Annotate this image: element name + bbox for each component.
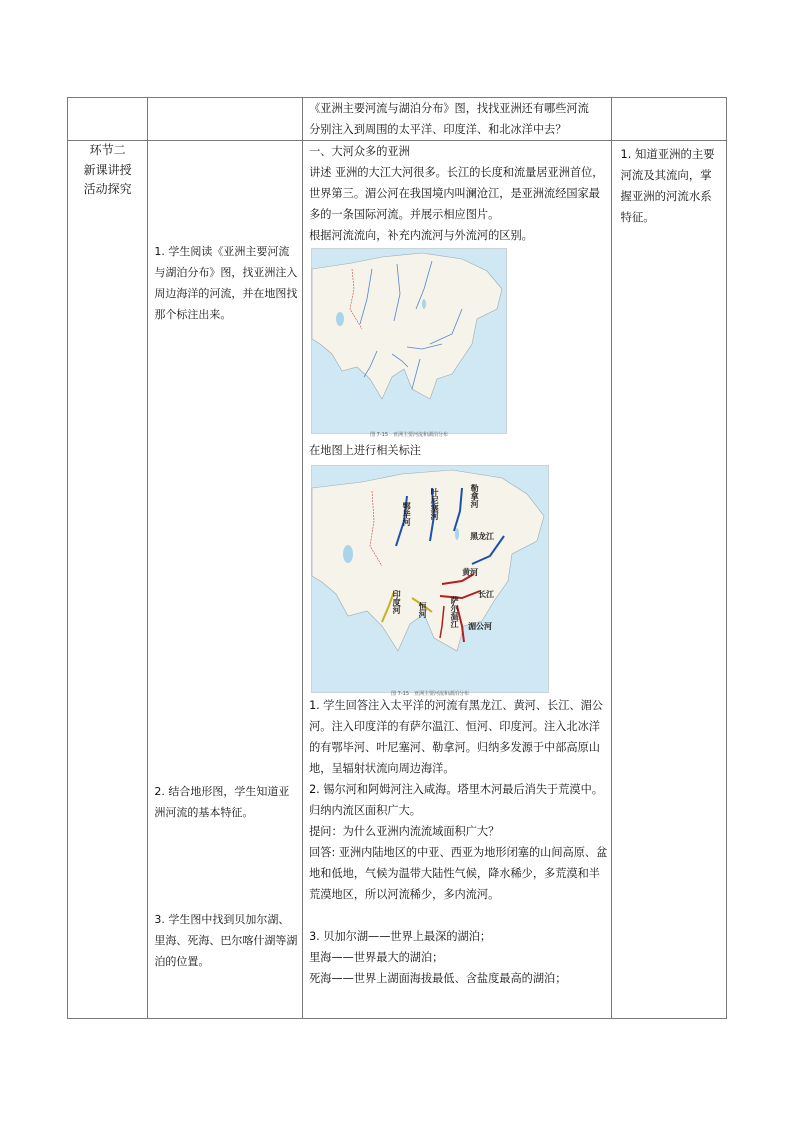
paragraph: 3. 贝加尔湖——世界上最深的湖泊； <box>309 930 492 943</box>
student-activity-1: 1. 学生阅读《亚洲主要河流与湖泊分布》图，找亚洲注入周边海洋的河流，并在地图找那个标注出来。 <box>154 245 298 321</box>
stage-line: 活动探究 <box>83 182 132 196</box>
paragraph: 2. 锡尔河和阿姆河注入咸海。塔里木河最后消失于荒漠中。归纳内流区面积广大。 <box>309 783 603 817</box>
label-mekong-river: 湄公河 <box>468 622 493 631</box>
question: 提问：为什么亚洲内流流域面积广大？ <box>309 825 500 838</box>
table-row <box>68 98 727 141</box>
label-huanghe-river: 黄河 <box>462 568 479 577</box>
paragraph: 死海——世界上湖面海拔最低、含盐度最高的湖泊； <box>309 972 567 985</box>
blank-line <box>309 905 607 926</box>
label-lena-river: 勒拿河 <box>470 484 480 508</box>
answer: 回答: 亚洲内陆地区的中亚、西亚为地形闭塞的山间高原、盆地和低地，气候为温带大陆性气候，降水稀少，多荒漠和半荒漠地区，所以河流稀少，多内流河。 <box>309 846 608 901</box>
label-ob-river: 鄂毕河 <box>402 502 412 526</box>
text-line: 《亚洲主要河流与湖泊分布》图，找找亚洲还有哪些河流 <box>309 102 589 115</box>
goal-cell-empty <box>612 98 727 141</box>
student-activity-2: 2. 结合地形图，学生知道亚洲河流的基本特征。 <box>154 785 290 819</box>
map-caption: 图 7-15 亚洲主要河流和湖泊分布 <box>391 691 470 697</box>
label-ganges-river: 恒河 <box>418 602 428 618</box>
label-yenisei-river: 叶尼塞河 <box>430 488 440 520</box>
table-row <box>68 141 727 1019</box>
paragraph: 1. 学生回答注入太平洋的河流有黑龙江、黄河、长江、湄公河。注入印度洋的有萨尔温江、恒河、印度河。注入北冰洋的有鄂毕河、叶尼塞河、勒拿河。归纳多发源于中部高原山地，呈辐射状流向周边海洋。 <box>309 699 603 775</box>
label-changjiang-river: 长江 <box>478 590 495 599</box>
student-activity-cell <box>148 141 303 1019</box>
learning-goal: 1. 知道亚洲的主要河流及其流向，掌握亚洲的河流水系特征。 <box>620 147 715 224</box>
paragraph: 里海——世界最大的湖泊； <box>309 951 444 964</box>
content-cell <box>303 98 612 141</box>
asia-rivers-map-annotated <box>311 465 549 697</box>
stage-cell <box>68 141 148 1019</box>
label-indus-river: 印度河 <box>392 590 402 614</box>
asia-rivers-map-blank <box>311 248 507 438</box>
teaching-content-cell <box>303 141 612 1019</box>
lesson-plan-table <box>67 97 727 1019</box>
stage-line: 环节二 <box>89 143 126 157</box>
paragraph: 讲述 亚洲的大江大河很多。长江的长度和流量居亚洲首位，世界第三。湄公河在我国境内叫澜沧江，是亚洲流经国家最多的一条国际河流。并展示相应图片。 <box>309 166 604 221</box>
paragraph: 根据河流流向，补充内流河与外流河的区别。 <box>309 229 533 242</box>
stage-line: 新课讲授 <box>83 162 132 177</box>
map-caption: 图 7-15 亚洲主要河流和湖泊分布 <box>370 432 449 438</box>
label-salween-river: 萨尔温江 <box>450 596 460 628</box>
text-line: 分别注入到周围的太平洋、印度洋、和北冰洋中去？ <box>309 123 567 136</box>
map-annotation-note: 在地图上进行相关标注 <box>309 444 421 457</box>
map-graphic <box>312 249 506 433</box>
student-activity-3: 3. 学生图中找到贝加尔湖、里海、死海、巴尔喀什湖等湖泊的位置。 <box>154 913 298 968</box>
goal-cell <box>612 141 727 1019</box>
student-cell-empty <box>148 98 303 141</box>
stage-cell-empty <box>68 98 148 141</box>
label-amur-river: 黑龙江 <box>470 532 495 541</box>
section-heading: 一、大河众多的亚洲 <box>309 145 410 158</box>
